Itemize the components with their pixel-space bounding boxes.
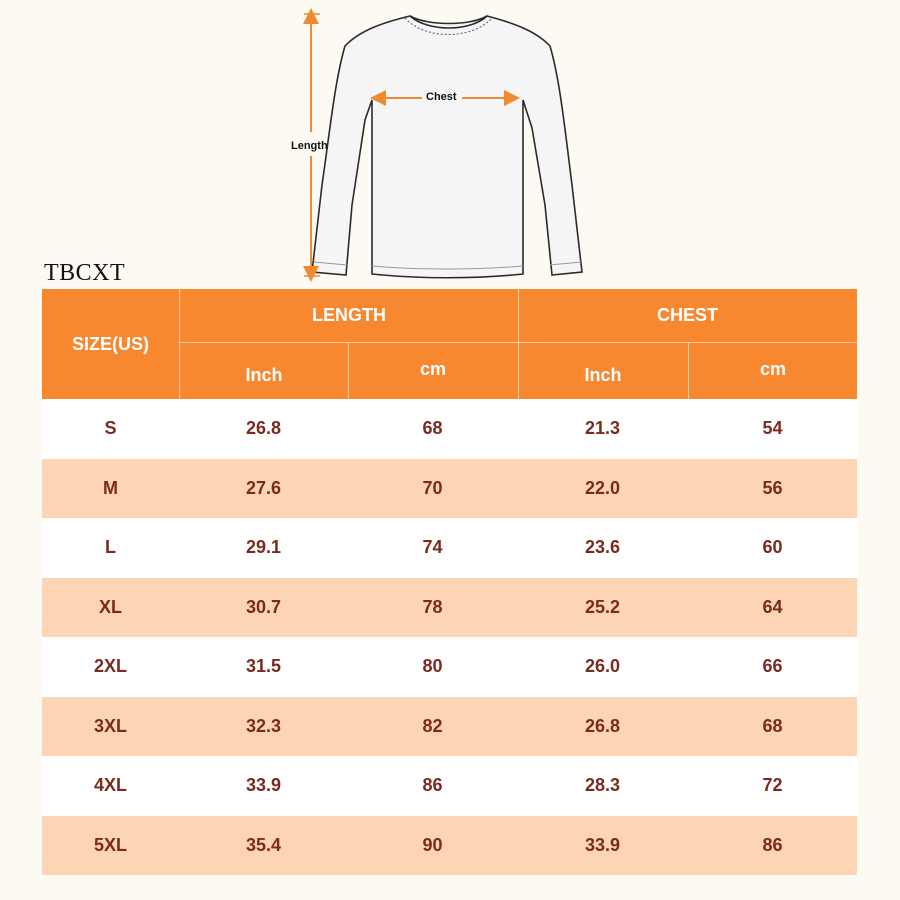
table-row — [42, 697, 857, 757]
table-row — [42, 637, 857, 697]
chest-inch-cell: 26.8 — [584, 715, 621, 736]
length-inch-cell: 29.1 — [245, 537, 282, 558]
length-cm-cell: 74 — [422, 537, 443, 558]
size-cell: 3XL — [93, 715, 127, 736]
chest-label: Chest — [426, 91, 457, 103]
length-label: Length — [291, 140, 328, 152]
length-cm-header: cm — [419, 358, 446, 379]
brand-name: TBCXT — [44, 260, 126, 286]
length-cm-cell: 78 — [422, 596, 443, 617]
length-inch-cell: 26.8 — [245, 418, 282, 439]
table-row — [42, 578, 857, 638]
size-cell: 5XL — [93, 834, 127, 855]
length-cm-cell: 86 — [422, 775, 443, 796]
length-inch-header: Inch — [245, 364, 283, 385]
shirt-diagram — [0, 0, 900, 290]
chest-inch-cell: 22.0 — [584, 477, 621, 498]
size-cell: S — [104, 418, 117, 439]
chest-cm-cell: 54 — [762, 418, 783, 439]
chest-cm-header: cm — [759, 358, 786, 379]
size-chart-table — [42, 289, 857, 875]
size-cell: L — [105, 537, 116, 558]
length-inch-cell: 32.3 — [245, 715, 282, 736]
table-row — [42, 518, 857, 578]
chest-inch-cell: 25.2 — [584, 596, 621, 617]
chest-inch-header: Inch — [584, 364, 622, 385]
length-group-header: LENGTH — [312, 305, 386, 325]
chest-cm-cell: 66 — [762, 656, 783, 677]
chest-cm-cell: 68 — [762, 715, 783, 736]
length-inch-cell: 30.7 — [245, 596, 282, 617]
size-cell: 4XL — [93, 775, 127, 796]
table-row — [42, 816, 857, 876]
chest-inch-cell: 33.9 — [584, 834, 621, 855]
chest-inch-cell: 28.3 — [584, 775, 621, 796]
length-cm-cell: 68 — [422, 418, 443, 439]
size-cell: XL — [98, 596, 122, 617]
chest-cm-cell: 60 — [762, 537, 783, 558]
shirt-illustration — [0, 0, 900, 290]
length-inch-cell: 27.6 — [245, 477, 282, 498]
chest-group-header: CHEST — [656, 305, 718, 325]
chest-cm-cell: 64 — [762, 596, 783, 617]
size-column-header: SIZE(US) — [71, 333, 149, 354]
length-inch-cell: 35.4 — [245, 834, 282, 855]
table-header — [42, 289, 857, 399]
length-inch-cell: 33.9 — [245, 775, 282, 796]
size-cell: M — [103, 477, 118, 498]
chest-cm-cell: 56 — [762, 477, 783, 498]
size-cell: 2XL — [93, 656, 127, 677]
length-cm-cell: 82 — [422, 715, 443, 736]
chest-inch-cell: 26.0 — [584, 656, 621, 677]
length-cm-cell: 70 — [422, 477, 443, 498]
shirt-outline — [312, 16, 582, 278]
length-inch-cell: 31.5 — [245, 656, 282, 677]
chest-cm-cell: 72 — [762, 775, 783, 796]
length-cm-cell: 90 — [422, 834, 443, 855]
table-row — [42, 459, 857, 519]
length-cm-cell: 80 — [422, 656, 443, 677]
chest-inch-cell: 23.6 — [584, 537, 621, 558]
table-body — [42, 399, 857, 875]
table-row — [42, 399, 857, 459]
chest-inch-cell: 21.3 — [584, 418, 621, 439]
chest-cm-cell: 86 — [762, 834, 783, 855]
table-row — [42, 756, 857, 816]
